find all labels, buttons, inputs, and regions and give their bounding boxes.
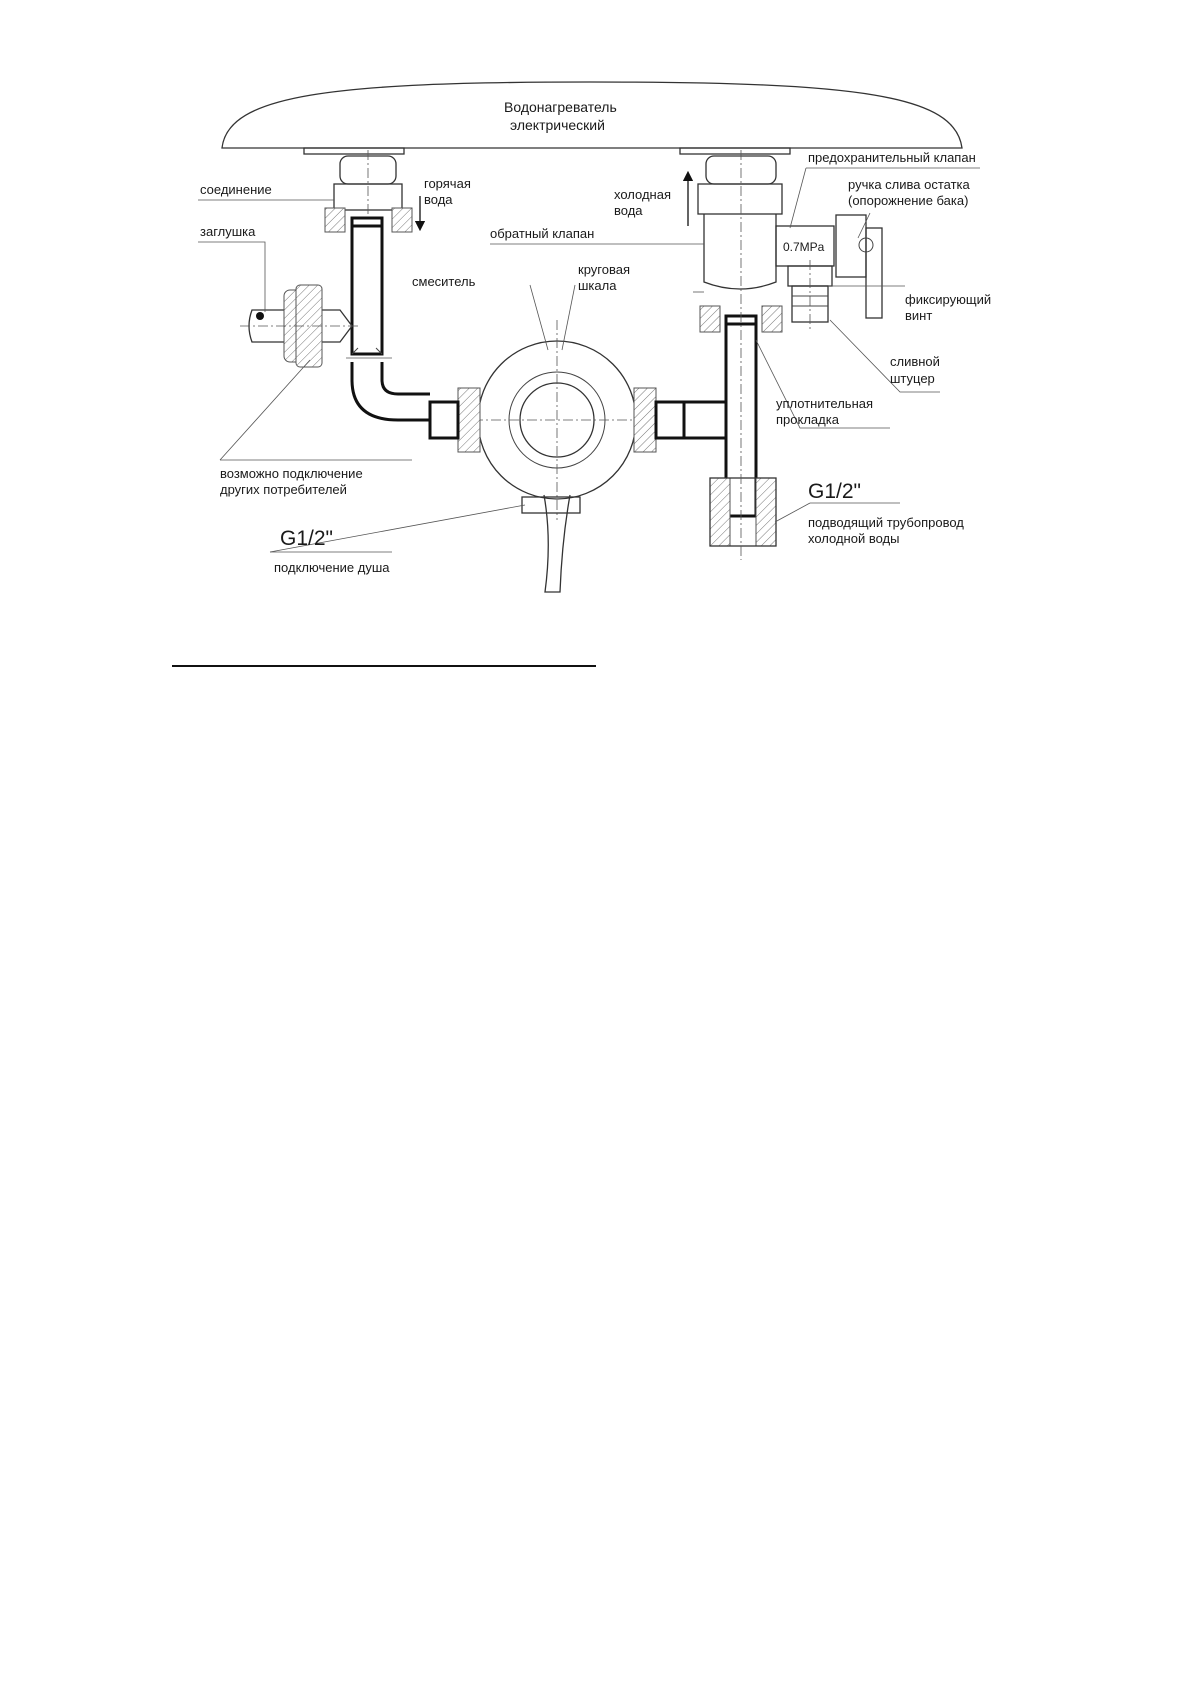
label-thread-left: G1/2" [280,527,333,550]
label-drain-handle-1: ручка слива остатка [848,177,970,192]
label-hot-water-1: горячая [424,176,471,191]
label-plug: заглушка [200,224,256,239]
label-cold-water-2: вода [614,203,643,218]
label-fix-screw-2: винт [905,308,933,323]
label-fix-screw-1: фиксирующий [905,292,992,307]
label-cold-water-1: холодная [614,187,672,202]
label-drain-fitting-2: штуцер [890,371,935,386]
label-thread-right: G1/2" [808,480,861,503]
label-drain-fitting-1: сливной [890,354,940,369]
label-safety-valve: предохранительный клапан [808,150,976,165]
label-other-consumers-2: других потребителей [220,482,347,497]
label-supply-2: холодной воды [808,531,900,546]
heater-subtitle: электрический [510,117,605,133]
label-drain-handle-2: (опорожнение бака) [848,193,969,208]
safety-valve [776,215,882,330]
label-mixer: смеситель [412,274,476,289]
label-dial-1: круговая [578,262,630,277]
label-connection: соединение [200,182,272,197]
label-supply-1: подводящий трубопровод [808,515,964,530]
label-dial-2: шкала [578,278,617,293]
cold-water-assembly [684,150,782,560]
mixer-body [430,320,684,592]
label-hot-water-2: вода [424,192,453,207]
hot-water-pipe [346,218,430,420]
plug-assembly [240,285,360,367]
label-gasket-2: прокладка [776,412,839,427]
label-shower: подключение душа [274,560,390,575]
label-pressure: 0.7MPa [783,240,825,254]
label-gasket-1: уплотнительная [776,396,874,411]
heater-title: Водонагреватель [504,99,617,115]
label-other-consumers-1: возможно подключение [220,466,363,481]
label-check-valve: обратный клапан [490,226,595,241]
